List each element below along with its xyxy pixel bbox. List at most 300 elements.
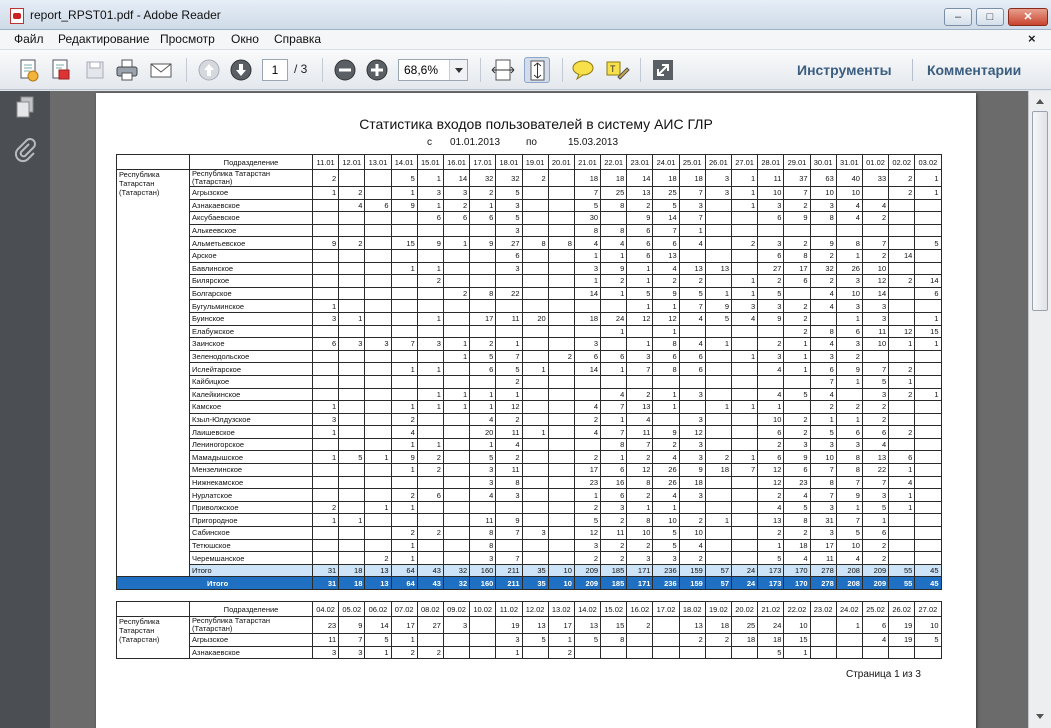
count-cell: 5 — [627, 287, 653, 300]
column-header-date: 11.02 — [496, 602, 522, 617]
zoom-select[interactable] — [398, 59, 468, 81]
division-name: Бавлинское — [190, 262, 313, 275]
column-header-date: 15.01 — [417, 155, 443, 170]
count-cell: 8 — [522, 237, 548, 250]
count-cell: 3 — [836, 438, 862, 451]
count-cell: 1 — [732, 170, 758, 187]
count-cell: 4 — [601, 237, 627, 250]
column-header-date: 05.02 — [339, 602, 365, 617]
table-row — [117, 287, 942, 300]
count-cell — [732, 375, 758, 388]
count-cell — [915, 199, 941, 212]
comments-tab[interactable]: Комментарии — [927, 62, 1022, 78]
count-cell: 1 — [470, 401, 496, 414]
minimize-button[interactable] — [944, 8, 972, 26]
count-cell: 1 — [915, 312, 941, 325]
count-cell: 7 — [496, 350, 522, 363]
count-cell: 7 — [627, 438, 653, 451]
count-cell: 18 — [705, 464, 731, 477]
count-cell: 6 — [889, 451, 915, 464]
count-cell: 14 — [653, 212, 679, 225]
division-name: Камское — [190, 401, 313, 414]
count-cell: 13 — [862, 451, 888, 464]
count-cell — [705, 199, 731, 212]
count-cell — [443, 451, 469, 464]
count-cell: 2 — [889, 275, 915, 288]
count-cell: 2 — [862, 539, 888, 552]
grand-total-cell: 10 — [548, 577, 574, 590]
table-row — [117, 212, 942, 225]
table-row — [117, 338, 942, 351]
column-header-division: Подразделение — [190, 602, 313, 617]
count-cell — [522, 249, 548, 262]
count-cell: 3 — [758, 300, 784, 313]
window-title: report_RPST01.pdf - Adobe Reader — [30, 8, 221, 22]
count-cell — [391, 350, 417, 363]
count-cell: 3 — [679, 438, 705, 451]
count-cell: 1 — [391, 501, 417, 514]
count-cell: 3 — [417, 187, 443, 200]
count-cell — [548, 489, 574, 502]
column-header-date: 17.02 — [653, 602, 679, 617]
column-header-date: 16.01 — [443, 155, 469, 170]
column-header-date: 12.02 — [522, 602, 548, 617]
count-cell: 2 — [758, 275, 784, 288]
count-cell: 2 — [784, 413, 810, 426]
count-cell — [705, 539, 731, 552]
count-cell — [496, 501, 522, 514]
count-cell: 3 — [601, 501, 627, 514]
count-cell: 4 — [470, 413, 496, 426]
count-cell: 1 — [836, 617, 862, 634]
count-cell — [339, 287, 365, 300]
column-header-date: 19.02 — [705, 602, 731, 617]
count-cell — [810, 617, 836, 634]
table-row — [117, 514, 942, 527]
page-total: / 3 — [294, 62, 308, 76]
count-cell — [548, 262, 574, 275]
menu-edit[interactable]: Редактирование — [58, 32, 150, 46]
count-cell: 2 — [574, 501, 600, 514]
count-cell: 2 — [758, 527, 784, 540]
count-cell: 9 — [391, 451, 417, 464]
count-cell — [443, 275, 469, 288]
count-cell: 5 — [496, 363, 522, 376]
column-header-date: 23.01 — [627, 155, 653, 170]
count-cell: 10 — [758, 413, 784, 426]
subtotal-cell: 211 — [496, 564, 522, 577]
count-cell: 5 — [653, 527, 679, 540]
count-cell: 1 — [417, 262, 443, 275]
count-cell: 2 — [784, 237, 810, 250]
count-cell: 5 — [836, 527, 862, 540]
count-cell — [679, 375, 705, 388]
toolbar-separator — [562, 58, 563, 82]
count-cell: 4 — [810, 287, 836, 300]
count-cell: 9 — [313, 237, 339, 250]
count-cell: 11 — [810, 552, 836, 565]
count-cell — [810, 646, 836, 659]
document-viewport[interactable] — [50, 91, 1028, 728]
count-cell: 1 — [862, 514, 888, 527]
count-cell: 3 — [784, 438, 810, 451]
division-name: Сабинское — [190, 527, 313, 540]
count-cell: 11 — [758, 170, 784, 187]
count-cell: 14 — [574, 363, 600, 376]
count-cell: 1 — [784, 646, 810, 659]
count-cell — [496, 539, 522, 552]
count-cell — [470, 300, 496, 313]
count-cell: 2 — [732, 237, 758, 250]
count-cell: 1 — [391, 539, 417, 552]
count-cell: 6 — [496, 249, 522, 262]
count-cell — [705, 325, 731, 338]
count-cell: 2 — [679, 275, 705, 288]
count-cell: 4 — [679, 237, 705, 250]
close-document-icon[interactable]: × — [1028, 31, 1036, 46]
subtotal-cell: 35 — [522, 564, 548, 577]
count-cell: 1 — [601, 363, 627, 376]
menu-help[interactable]: Справка — [274, 32, 322, 46]
count-cell — [915, 363, 941, 376]
count-cell — [810, 224, 836, 237]
column-header-date: 26.01 — [705, 155, 731, 170]
count-cell: 5 — [758, 646, 784, 659]
count-cell — [889, 212, 915, 225]
scroll-up-icon[interactable] — [1032, 95, 1048, 109]
count-cell — [548, 527, 574, 540]
count-cell: 4 — [653, 451, 679, 464]
count-cell — [443, 476, 469, 489]
count-cell: 2 — [784, 199, 810, 212]
count-cell — [915, 464, 941, 477]
count-cell: 1 — [417, 170, 443, 187]
count-cell: 4 — [679, 312, 705, 325]
division-name: Тетюшское — [190, 539, 313, 552]
division-name: Мамадышское — [190, 451, 313, 464]
count-cell: 8 — [470, 539, 496, 552]
count-cell: 3 — [836, 275, 862, 288]
count-cell — [417, 552, 443, 565]
count-cell — [417, 325, 443, 338]
pdf-page — [96, 93, 976, 728]
grand-total-cell: 211 — [496, 577, 522, 590]
division-name: Черемшанское — [190, 552, 313, 565]
count-cell: 3 — [810, 199, 836, 212]
count-cell: 7 — [810, 489, 836, 502]
count-cell: 7 — [836, 514, 862, 527]
count-cell: 8 — [548, 237, 574, 250]
count-cell — [915, 527, 941, 540]
count-cell: 1 — [313, 451, 339, 464]
count-cell: 2 — [627, 199, 653, 212]
count-cell: 1 — [522, 363, 548, 376]
count-cell — [339, 375, 365, 388]
count-cell — [365, 325, 391, 338]
close-window-button[interactable] — [1008, 8, 1048, 26]
grand-total-cell: 31 — [313, 577, 339, 590]
count-cell — [443, 514, 469, 527]
count-cell — [443, 501, 469, 514]
pages-panel-icon[interactable] — [12, 95, 38, 121]
count-cell — [443, 312, 469, 325]
count-cell: 1 — [601, 287, 627, 300]
count-cell: 7 — [732, 464, 758, 477]
table-row — [117, 375, 942, 388]
prev-page-icon[interactable] — [196, 57, 222, 83]
count-cell: 6 — [784, 464, 810, 477]
comment-icon[interactable] — [570, 57, 596, 83]
count-cell: 18 — [784, 539, 810, 552]
count-cell — [574, 375, 600, 388]
subtotal-cell: 171 — [627, 564, 653, 577]
grand-total-cell: 18 — [339, 577, 365, 590]
count-cell: 3 — [653, 552, 679, 565]
count-cell: 3 — [810, 501, 836, 514]
count-cell — [365, 438, 391, 451]
count-cell: 8 — [653, 363, 679, 376]
count-cell: 6 — [627, 249, 653, 262]
count-cell: 1 — [705, 338, 731, 351]
count-cell: 6 — [758, 249, 784, 262]
count-cell: 18 — [653, 170, 679, 187]
count-cell: 3 — [679, 413, 705, 426]
count-cell — [522, 464, 548, 477]
table-header-row — [117, 602, 942, 617]
count-cell — [732, 438, 758, 451]
count-cell — [313, 363, 339, 376]
count-cell — [548, 476, 574, 489]
count-cell: 22 — [496, 287, 522, 300]
count-cell — [339, 413, 365, 426]
fullscreen-icon[interactable] — [650, 57, 676, 83]
subtotal-cell: 55 — [889, 564, 915, 577]
page-number-input[interactable]: 1 — [262, 59, 288, 81]
count-cell — [417, 476, 443, 489]
count-cell: 3 — [836, 300, 862, 313]
count-cell: 2 — [470, 338, 496, 351]
count-cell: 5 — [810, 426, 836, 439]
count-cell — [705, 350, 731, 363]
count-cell — [417, 539, 443, 552]
count-cell: 10 — [836, 539, 862, 552]
count-cell — [339, 363, 365, 376]
create-pdf-icon[interactable] — [16, 57, 42, 83]
count-cell: 6 — [758, 212, 784, 225]
count-cell: 25 — [601, 187, 627, 200]
next-page-icon[interactable] — [228, 57, 254, 83]
count-cell: 7 — [810, 375, 836, 388]
count-cell: 1 — [627, 501, 653, 514]
count-cell — [496, 275, 522, 288]
count-cell: 1 — [732, 187, 758, 200]
count-cell: 16 — [601, 476, 627, 489]
count-cell — [889, 224, 915, 237]
count-cell: 3 — [417, 338, 443, 351]
count-cell: 5 — [862, 501, 888, 514]
count-cell: 2 — [758, 438, 784, 451]
count-cell: 1 — [889, 464, 915, 477]
division-name: Республика Татарстан (Татарстан) — [190, 170, 313, 187]
column-header-date: 27.01 — [732, 155, 758, 170]
zoom-in-icon[interactable] — [364, 57, 390, 83]
count-cell: 5 — [705, 312, 731, 325]
count-cell: 9 — [758, 312, 784, 325]
count-cell: 13 — [653, 249, 679, 262]
count-cell — [365, 401, 391, 414]
division-name: Альметьевское — [190, 237, 313, 250]
count-cell — [522, 413, 548, 426]
count-cell: 3 — [496, 262, 522, 275]
count-cell — [339, 438, 365, 451]
count-cell: 13 — [679, 262, 705, 275]
print-icon[interactable] — [114, 57, 140, 83]
email-icon[interactable] — [148, 57, 174, 83]
subtotal-cell: 208 — [836, 564, 862, 577]
maximize-button[interactable] — [976, 8, 1004, 26]
count-cell — [365, 170, 391, 187]
count-cell — [784, 375, 810, 388]
count-cell: 1 — [365, 646, 391, 659]
grand-total-cell: 171 — [627, 577, 653, 590]
count-cell — [339, 275, 365, 288]
region-cell: Республика Татарстан (Татарстан) — [117, 617, 190, 659]
count-cell: 7 — [601, 401, 627, 414]
count-cell: 1 — [758, 401, 784, 414]
fit-width-icon[interactable] — [490, 57, 516, 83]
count-cell — [339, 249, 365, 262]
count-cell — [548, 224, 574, 237]
count-cell — [339, 300, 365, 313]
count-cell — [732, 476, 758, 489]
count-cell: 2 — [574, 413, 600, 426]
count-cell: 5 — [574, 634, 600, 647]
count-cell — [705, 426, 731, 439]
count-cell: 1 — [443, 388, 469, 401]
count-cell — [601, 212, 627, 225]
count-cell: 5 — [574, 199, 600, 212]
count-cell: 2 — [417, 275, 443, 288]
count-cell: 19 — [496, 617, 522, 634]
export-icon[interactable] — [48, 57, 74, 83]
count-cell — [443, 413, 469, 426]
count-cell: 2 — [391, 489, 417, 502]
highlight-icon[interactable] — [604, 57, 630, 83]
count-cell: 8 — [627, 476, 653, 489]
count-cell: 2 — [574, 451, 600, 464]
count-cell — [339, 224, 365, 237]
count-cell: 6 — [443, 212, 469, 225]
count-cell — [653, 413, 679, 426]
count-cell — [339, 539, 365, 552]
count-cell: 1 — [915, 388, 941, 401]
count-cell — [653, 634, 679, 647]
count-cell — [705, 489, 731, 502]
menu-view[interactable]: Просмотр — [160, 32, 215, 46]
attachments-icon[interactable] — [12, 137, 38, 163]
count-cell: 5 — [496, 212, 522, 225]
count-cell: 14 — [915, 275, 941, 288]
close-icon: ✕ — [1023, 11, 1033, 23]
count-cell: 7 — [496, 527, 522, 540]
count-cell: 14 — [443, 170, 469, 187]
toolbar-separator — [480, 58, 481, 82]
count-cell — [417, 300, 443, 313]
count-cell — [653, 617, 679, 634]
count-cell: 7 — [862, 476, 888, 489]
column-header-date: 12.01 — [339, 155, 365, 170]
count-cell: 4 — [574, 237, 600, 250]
count-cell — [705, 212, 731, 225]
count-cell: 1 — [627, 262, 653, 275]
count-cell: 7 — [496, 552, 522, 565]
count-cell: 6 — [601, 464, 627, 477]
count-cell — [443, 262, 469, 275]
count-cell — [391, 476, 417, 489]
save-icon[interactable] — [82, 57, 108, 83]
scroll-down-icon[interactable] — [1032, 710, 1048, 724]
count-cell: 24 — [601, 312, 627, 325]
count-cell — [889, 312, 915, 325]
count-cell: 1 — [391, 464, 417, 477]
count-cell — [862, 187, 888, 200]
count-cell: 9 — [653, 287, 679, 300]
count-cell: 1 — [601, 249, 627, 262]
count-cell — [522, 438, 548, 451]
count-cell — [836, 388, 862, 401]
count-cell: 2 — [862, 413, 888, 426]
count-cell — [391, 312, 417, 325]
count-cell: 3 — [758, 350, 784, 363]
count-cell — [313, 199, 339, 212]
count-cell: 4 — [889, 476, 915, 489]
count-cell — [705, 438, 731, 451]
count-cell — [443, 249, 469, 262]
menu-file[interactable]: Файл — [14, 32, 44, 46]
subtotal-cell: 31 — [313, 564, 339, 577]
count-cell — [391, 224, 417, 237]
table-row — [117, 617, 942, 634]
scrollbar-thumb[interactable] — [1032, 111, 1048, 311]
count-cell: 12 — [758, 464, 784, 477]
count-cell — [443, 438, 469, 451]
zoom-out-icon[interactable] — [332, 57, 358, 83]
count-cell: 1 — [601, 325, 627, 338]
column-header-date: 28.01 — [758, 155, 784, 170]
table-row — [117, 552, 942, 565]
count-cell: 3 — [732, 300, 758, 313]
count-cell: 11 — [862, 325, 888, 338]
count-cell — [548, 375, 574, 388]
menu-window[interactable]: Окно — [231, 32, 259, 46]
count-cell — [313, 375, 339, 388]
count-cell: 2 — [313, 170, 339, 187]
count-cell — [496, 300, 522, 313]
count-cell: 3 — [496, 634, 522, 647]
fit-page-icon[interactable] — [524, 57, 550, 83]
subtotal-cell: 159 — [679, 564, 705, 577]
count-cell — [784, 287, 810, 300]
subtotal-label: Итого — [190, 564, 313, 577]
count-cell — [889, 262, 915, 275]
chevron-down-icon[interactable] — [449, 60, 467, 80]
count-cell — [313, 527, 339, 540]
count-cell: 8 — [470, 527, 496, 540]
vertical-scrollbar[interactable] — [1028, 91, 1051, 728]
zoom-value: 68,6% — [404, 63, 439, 77]
count-cell — [313, 464, 339, 477]
tools-tab[interactable]: Инструменты — [797, 62, 892, 78]
